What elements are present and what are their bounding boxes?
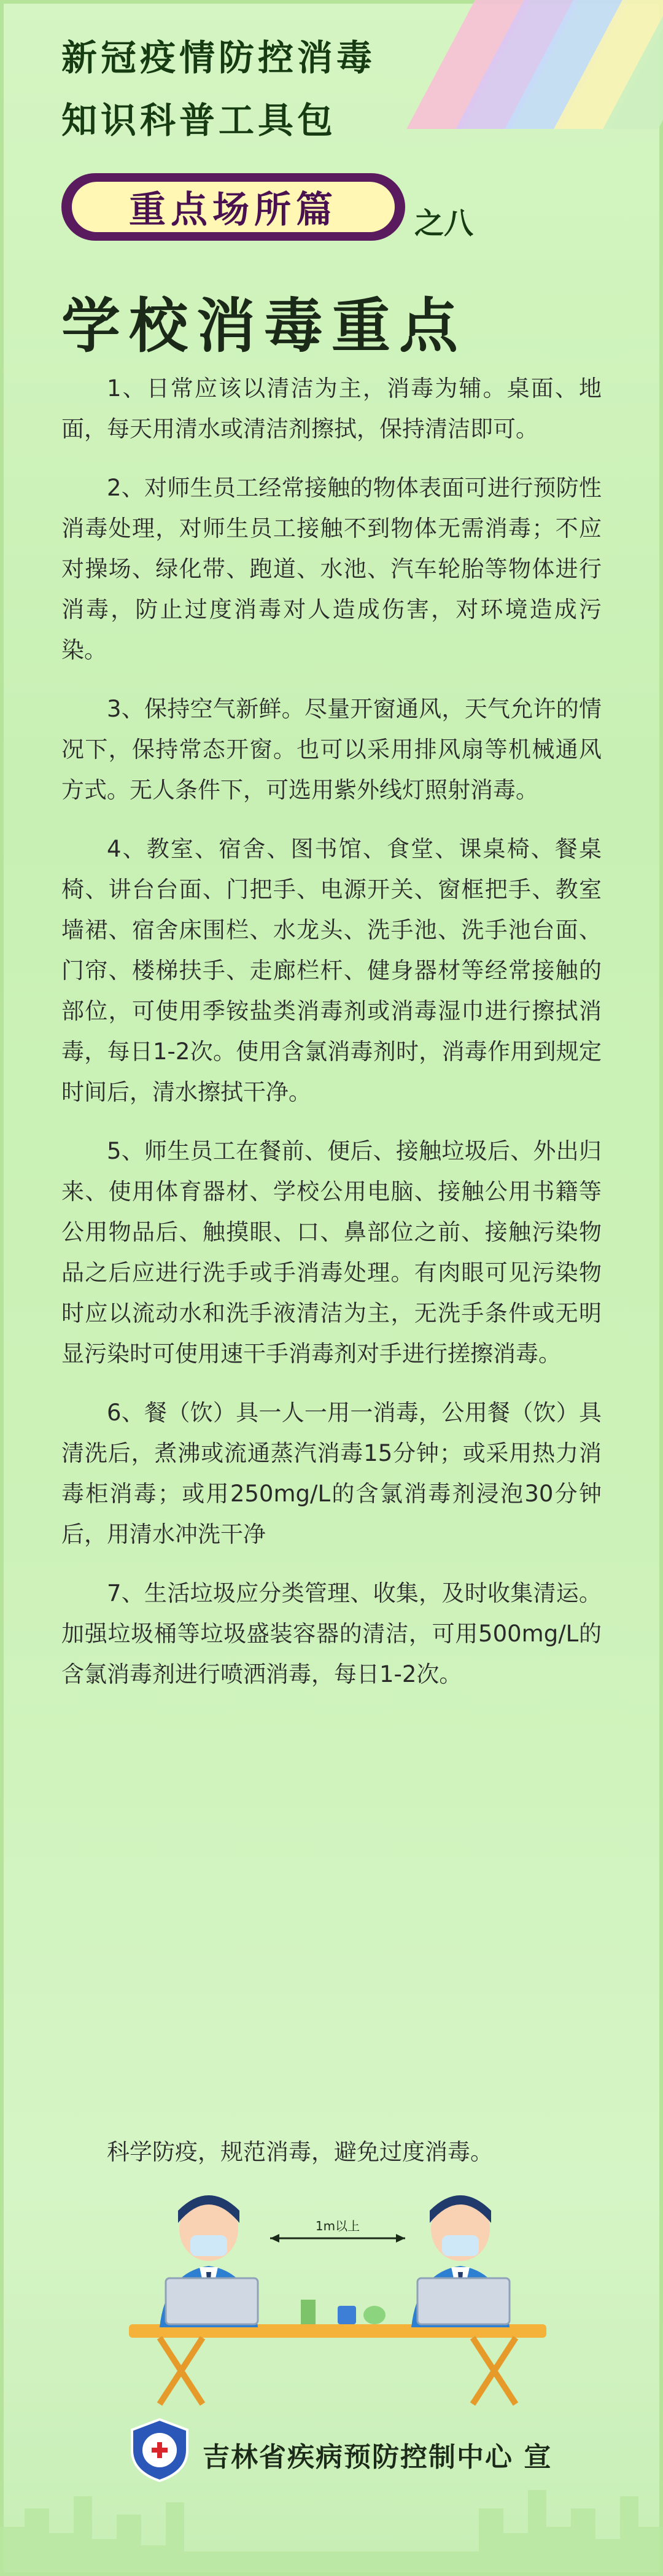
paragraph-4: 4、教室、宿舍、图书馆、食堂、课桌椅、餐桌椅、讲台台面、门把手、电源开关、窗框把手、教室墙裙、宿舍床围栏、水龙头、洗手池、洗手池台面、门帘、楼梯扶手、走廊栏杆、健身器材等经常接触的部位，可使用季铵盐类消毒剂或消毒湿巾进行擦拭消毒，每日1-2次。使用含氯消毒剂时，消毒作用到规定时间后，清水擦拭干净。	[61, 836, 602, 1105]
laptop-right	[417, 2278, 510, 2324]
paragraph-6: 6、餐（饮）具一人一用一消毒，公用餐（饮）具清洗后，煮沸或流通蒸汽消毒15分钟；或采用热力消毒柜消毒；或用250mg/L的含氯消毒剂浸泡30分钟后，用清水冲洗干净	[61, 1399, 602, 1547]
distance-indicator	[270, 2219, 405, 2243]
ribbon-badge	[61, 173, 405, 241]
distance-label: 1m以上	[315, 2219, 360, 2233]
footer-org: 吉林省疾病预防控制中心 宣	[203, 2442, 552, 2473]
body-text	[61, 368, 602, 1713]
paragraph-3: 3、保持空气新鲜。尽量开窗通风，天气允许的情况下，保持常态开窗。也可以采用排风扇等机械通风方式。无人条件下，可选用紫外线灯照射消毒。	[61, 696, 602, 803]
slogan: 科学防疫，规范消毒，避免过度消毒。	[107, 2139, 493, 2165]
series-label: 之八	[414, 206, 474, 241]
plant	[363, 2306, 386, 2324]
page-title: 学校消毒重点	[61, 292, 467, 360]
ribbon-text: 重点场所篇	[72, 182, 395, 232]
paragraph-7: 7、生活垃圾应分类管理、收集，及时收集清运。加强垃圾桶等垃圾盛装容器的清洁，可用500mg/L的含氯消毒剂进行喷洒消毒，每日1-2次。	[61, 1580, 602, 1687]
illustration	[117, 2186, 559, 2407]
paragraph-5: 5、师生员工在餐前、便后、接触垃圾后、外出归来、使用体育器材、学校公用电脑、接触公用书籍等公用物品后、触摸眼、口、鼻部位之前、接触污染物品之后应进行洗手或手消毒处理。有肉眼可见污染物时应以流动水和洗手液清洁为主，无洗手条件或无明显污染时可使用速干手消毒剂对手进行搓擦消毒。	[61, 1138, 602, 1367]
city-skyline	[0, 2472, 663, 2576]
pen-holder	[301, 2300, 316, 2324]
header-title-line2: 知识科普工具包	[61, 99, 337, 141]
laptop-left	[166, 2278, 258, 2324]
paragraph-1: 1、日常应该以清洁为主，消毒为辅。桌面、地面，每天用清水或清洁剂擦拭，保持清洁即可。	[61, 375, 602, 442]
header-title-line1: 新冠疫情防控消毒	[61, 37, 376, 79]
cup	[338, 2306, 356, 2324]
paragraph-2: 2、对师生员工经常接触的物体表面可进行预防性消毒处理，对师生员工接触不到物体无需消毒；不应对操场、绿化带、跑道、水池、汽车轮胎等物体进行消毒，防止过度消毒对人造成伤害，对环境造成污染。	[61, 475, 602, 663]
